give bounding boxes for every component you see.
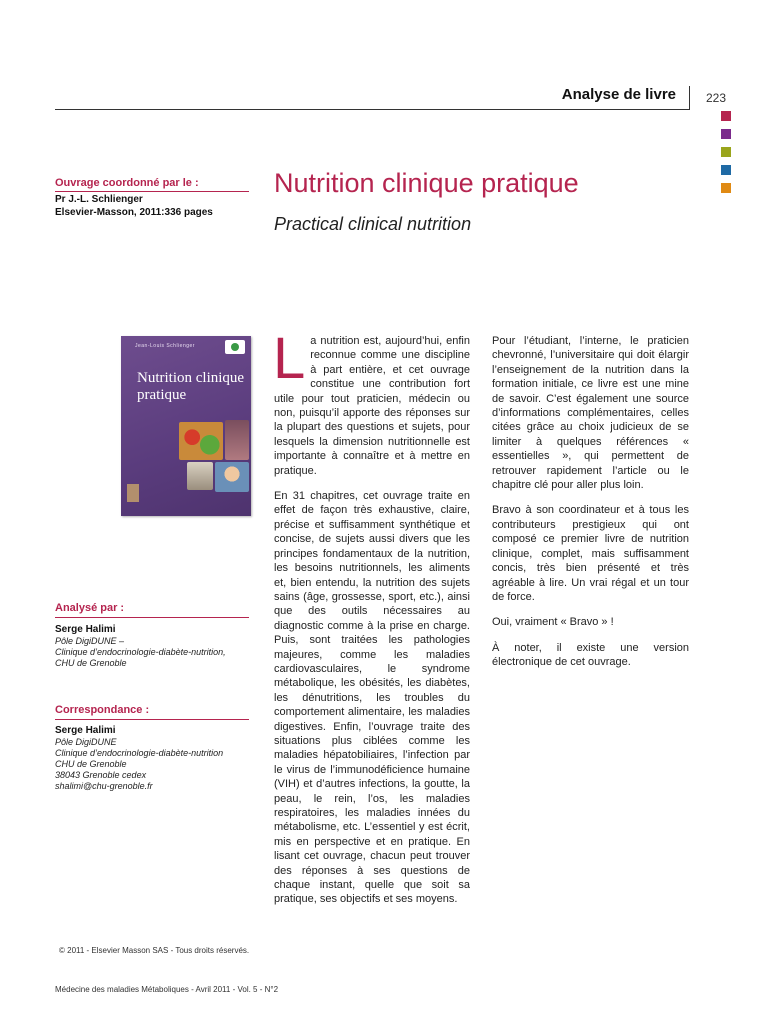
- color-swatch: [721, 129, 731, 139]
- cover-photo-pregnancy: [225, 420, 249, 460]
- drop-cap: L: [273, 326, 306, 391]
- publisher-logo-icon: [127, 484, 139, 502]
- analyst-affiliation: [55, 636, 226, 669]
- header-rule: [55, 109, 690, 110]
- article-title: Nutrition clinique pratique: [274, 168, 579, 198]
- cover-photo-runner: [187, 462, 213, 490]
- body-paragraph: En 31 chapitres, cet ouvrage traite en effet de façon très exhaustive, claire, précise et suffisamment synthétique et concise, de sujets aussi divers que les principes fondamentaux de la nutrition, les besoins nutritionnels, les aliments et, bien entendu, la nutrition des sujets sains (âge, grossesse, sport, etc.), ainsi que des outils nécessaires au diagnostic comme à la prise en charge. Puis, sont traitées les pathologies majeures, comme les maladies cardiovasculaires, le syndrome métabolique, les obésités, les diabètes, les dénutritions, les troubles du comportement alimentaire, les maladies digestives. Enfin, l’ouvrage traite des situations plus ciblées comme les maladies hépatobiliaires, l’infection par le virus de l’immunodéficience humaine (VIH) et d’autres infections, la goutte, la peau, le rein, l’os, les maladies respiratoires, les maladies innées du métabolisme, etc. L’essentiel y est écrit, mis en perspective et en pratique. En lisant cet ouvrage, chacun peut trouver des réponses à ses questions de chaque instant, quelle que soit sa pratique, ses objectifs et ses moyens.: [274, 490, 470, 906]
- correspondence-address-line: 38043 Grenoble cedex: [55, 770, 147, 780]
- correspondence-label: Correspondance :: [55, 704, 150, 716]
- color-swatch: [721, 111, 731, 121]
- body-paragraph: À noter, il existe une version électronique de cet ouvrage.: [492, 641, 689, 669]
- cover-author: Jean-Louis Schlienger: [135, 343, 195, 349]
- analyst-affiliation-line: Clinique d’endocrinologie-diabète-nutrition,: [55, 647, 226, 657]
- correspondence-name: Serge Halimi: [55, 725, 116, 736]
- analyst-name: Serge Halimi: [55, 624, 116, 635]
- correspondence-address: [55, 737, 223, 792]
- book-author: Pr J.-L. Schlienger: [55, 194, 143, 205]
- analyst-rule: [55, 617, 249, 618]
- correspondence-email[interactable]: shalimi@chu-grenoble.fr: [55, 781, 153, 791]
- page-number: 223: [706, 91, 727, 105]
- analyst-affiliation-line: Pôle DigiDUNE –: [55, 636, 125, 646]
- body-paragraph: [273, 326, 470, 478]
- section-title: Analyse de livre: [561, 86, 676, 103]
- copyright-notice: © 2011 - Elsevier Masson SAS - Tous droits réservés.: [59, 946, 250, 955]
- body-paragraph-text: a nutrition est, aujourd’hui, enfin reconnue comme une discipline à part entière, et cet ouvrage constitue une contribution fort utile pour tout praticien, médecin ou non, puisqu’il apporte des réponses sur la plupart des questions et sujets, pour lesquels la dimension nutritionnelle est importante à connaître et à mettre en pratique.: [274, 335, 470, 477]
- cover-badge-icon: [225, 340, 245, 354]
- cover-title-line2: pratique: [137, 387, 187, 403]
- book-cover-image: [121, 336, 251, 516]
- journal-footer: Médecine des maladies Métaboliques - Avril 2011 - Vol. 5 - N°2: [55, 985, 279, 994]
- header-vertical-rule: [689, 86, 690, 110]
- correspondence-rule: [55, 719, 249, 720]
- body-column-1: [273, 326, 470, 918]
- book-info-label: Ouvrage coordonné par le :: [55, 177, 199, 189]
- body-column-2: [492, 334, 689, 681]
- cover-title-line1: Nutrition clinique: [137, 370, 245, 386]
- analyst-affiliation-line: CHU de Grenoble: [55, 658, 127, 668]
- cover-photo-vegetables: [179, 422, 223, 460]
- correspondence-address-line: CHU de Grenoble: [55, 759, 127, 769]
- correspondence-address-line: Pôle DigiDUNE: [55, 737, 117, 747]
- cover-title: [137, 370, 251, 404]
- color-swatch: [721, 147, 731, 157]
- correspondence-address-line: Clinique d’endocrinologie-diabète-nutrition: [55, 748, 224, 758]
- body-paragraph: Bravo à son coordinateur et à tous les contributeurs prestigieux qui ont composé ce premier livre de nutrition clinique, complet, mais suffisamment concis, très bien présenté et très agréable à lire. Un vrai régal et un tour de force.: [492, 504, 689, 603]
- article-subtitle: Practical clinical nutrition: [274, 214, 472, 234]
- body-paragraph: Pour l’étudiant, l’interne, le praticien chevronné, l’universitaire qui doit élargir l’enseignement de la nutrition dans la formation initiale, ce livre est une mine de savoir. C’est également une source d’informations complémentaires, celles citées grâce au choix judicieux de se limiter à quelques références « essentielles », qui permettent de retrouver rapidement l’article ou le chapitre clé pour aller plus loin.: [492, 335, 689, 492]
- body-paragraph: Oui, vraiment « Bravo » !: [492, 616, 614, 629]
- book-publisher: Elsevier-Masson, 2011:336 pages: [55, 207, 213, 218]
- cover-photo-child: [215, 462, 249, 492]
- analyst-label: Analysé par :: [55, 602, 125, 614]
- book-info-rule: [55, 191, 249, 192]
